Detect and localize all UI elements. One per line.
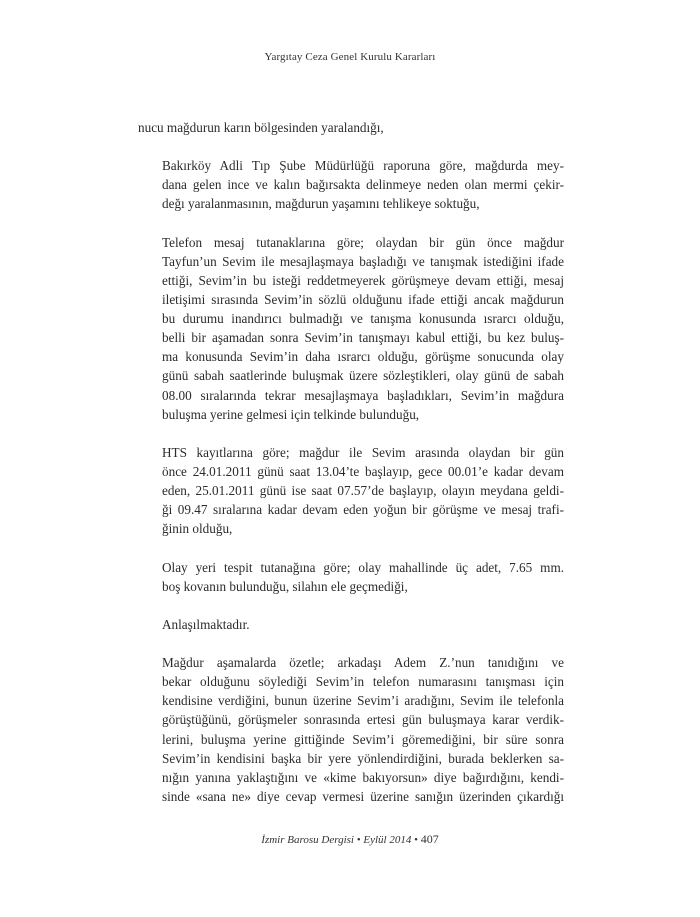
paragraph	[138, 443, 564, 538]
paragraph	[138, 653, 564, 806]
text-line: Tayfun’un Sevim ile mesajlaşmaya başladığı ve tanışmak istediğini ifade	[162, 253, 564, 269]
text-line: bekar olduğunu söylediği Sevim’in telefon numarasını tanışması için	[162, 674, 564, 690]
issue-date: Eylül 2014	[363, 834, 412, 846]
text-line: nucu mağdurun karın bölgesinden yaralandığı,	[138, 120, 384, 135]
text-line: lerini, buluşma yerine gittiğinde Sevim’i göremediğini, bir süre sonra	[162, 731, 564, 747]
paragraph	[138, 118, 564, 137]
text-line: sinde «sana ne» diye cevap vermesi üzerine sanığın üzerinden çıkardığı	[162, 788, 564, 804]
text-line: dana gelen ince ve kalın bağırsakta delinmeye neden olan mermi çekir-	[162, 177, 564, 193]
page-footer	[0, 832, 700, 847]
text-line: belli bir aşamadan sonra Sevim’in tanışmayı kabul ettiği, bu kez buluş-	[162, 330, 564, 346]
text-line: Mağdur aşamalarda özetle; arkadaşı Adem Z.’nun tanıdığını ve	[162, 655, 564, 671]
page-body	[138, 118, 564, 825]
text-line: iletişimi sırasında Sevim’in sözlü olduğunu ifade ettiği ancak mağdurun	[162, 292, 564, 308]
journal-name: İzmir Barosu Dergisi	[261, 834, 354, 846]
text-line: ettiği, Sevim’in bu isteği reddetmeyerek görüşmeye devam ettiği, mesaj	[162, 272, 564, 288]
text-line: boş kovanın bulunduğu, silahın ele geçmediği,	[162, 578, 408, 594]
text-line: kendisine verdiğini, bunun üzerine Sevim’i aradığını, Sevim ile telefonla	[162, 693, 564, 709]
paragraph	[138, 558, 564, 596]
text-line: değı yaralanmasının, mağdurun yaşamını tehlikeye soktuğu,	[162, 196, 480, 212]
text-line: ği 09.47 sıralarına kadar devam eden yoğun bir görüşme ve mesaj trafi-	[162, 502, 564, 518]
text-line: ma konusunda Sevim’in daha ısrarcı olduğu, görüşme sonucunda olay	[162, 349, 564, 365]
footer-separator: •	[354, 834, 364, 846]
text-line: buluşma yerine gelmesi için telkinde bulunduğu,	[162, 406, 420, 422]
text-line: 08.00 sıralarında tekrar mesajlaşmaya başladıkları, Sevim’in mağdura	[162, 387, 564, 403]
paragraph	[138, 615, 564, 634]
text-line: nığın yanına yaklaştığını ve «kime bakıyorsun» diye bağırdığını, kendi-	[162, 769, 564, 785]
paragraph	[138, 233, 564, 424]
text-line: Sevim’in kendisini başka bir yere yönlendirdiğini, burada beklerken sa-	[162, 750, 564, 766]
text-line: günü sabah saatlerinde buluşmak üzere sözleştikleri, olay günü de sabah	[162, 368, 564, 384]
footer-separator: •	[411, 834, 421, 846]
text-line: eden, 25.01.2011 günü ise saat 07.57’de başlayıp, olayın meydana geldi-	[162, 483, 564, 499]
text-line: ğinin olduğu,	[162, 521, 233, 537]
paragraph	[138, 156, 564, 213]
text-line: Anlaşılmaktadır.	[162, 616, 250, 632]
text-line: önce 24.01.2011 günü saat 13.04’te başlayıp, gece 00.01’e kadar devam	[162, 463, 564, 479]
running-header: Yargıtay Ceza Genel Kurulu Kararları	[264, 51, 436, 63]
text-line: görüştüğünü, görüşmeler sonrasında ertesi gün buluşmaya karar verdik-	[162, 712, 564, 728]
text-line: Telefon mesaj tutanaklarına göre; olaydan bir gün önce mağdur	[162, 234, 564, 250]
text-line: bu durumu inandırıcı bulmadığı ve tanışma konusunda ısrarcı olduğu,	[162, 311, 564, 327]
text-line: HTS kayıtlarına göre; mağdur ile Sevim arasında olaydan bir gün	[162, 444, 564, 460]
text-line: Bakırköy Adli Tıp Şube Müdürlüğü raporuna göre, mağdurda mey-	[162, 158, 564, 174]
text-line: Olay yeri tespit tutanağına göre; olay mahallinde üç adet, 7.65 mm.	[162, 559, 564, 575]
page-number: 407	[420, 832, 439, 846]
